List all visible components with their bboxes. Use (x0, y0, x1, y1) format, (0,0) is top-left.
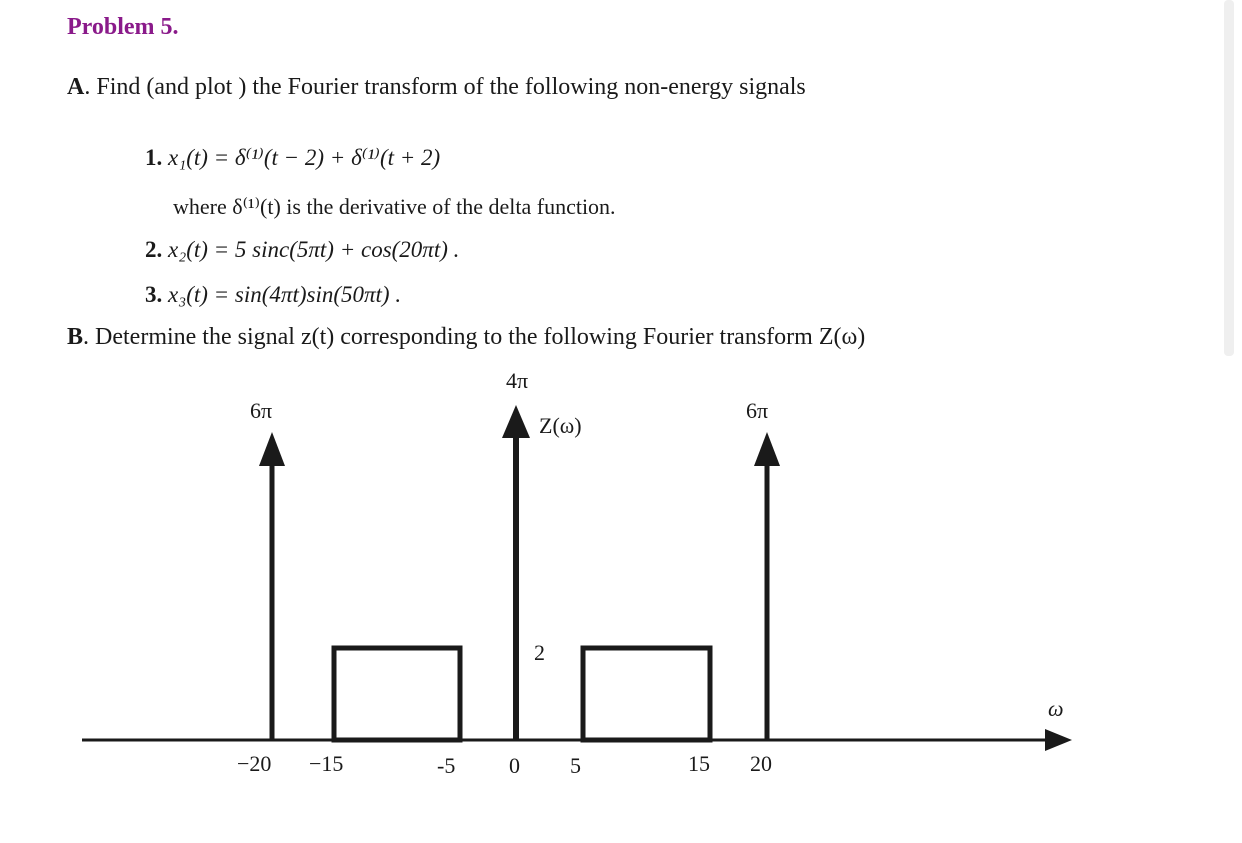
part-a-text: . Find (and plot ) the Fourier transform of the following non-energy signals (84, 74, 806, 100)
impulse-zero-arrowhead (502, 405, 530, 438)
impulse-minus-20-label: 6π (250, 398, 273, 423)
omega-axis-arrowhead (1045, 729, 1072, 751)
item-2-number: 2 (145, 237, 157, 262)
impulse-minus-20-arrowhead (259, 432, 285, 466)
part-b-label: B (67, 324, 84, 350)
tick-label-5: 5 (570, 753, 581, 778)
tick-label-0: 0 (509, 753, 520, 778)
part-b-text: . Determine the signal z(t) corresponding to the following Fourier transform Z(ω) (83, 324, 866, 350)
impulse-plus-20-arrowhead (754, 432, 780, 466)
impulse-zero-label: 4π (506, 368, 529, 393)
item-2: 2. x₂(t) = 5 sinc(5πt) + cos(20πt) . (145, 237, 460, 262)
item-1-number: 1 (145, 145, 157, 170)
item-1-equation: x₁(t) = δ⁽¹⁾(t − 2) + δ⁽¹⁾(t + 2) (168, 145, 441, 170)
item-3-equation: x₃(t) = sin(4πt)sin(50πt) . (168, 282, 402, 307)
rect-minus-15-to-minus-5 (334, 648, 460, 740)
item-3-number: 3 (145, 282, 157, 307)
tick-label-minus-20: −20 (237, 751, 272, 776)
item-1: 1. x₁(t) = δ⁽¹⁾(t − 2) + δ⁽¹⁾(t + 2) (145, 145, 441, 170)
problem-title: Problem 5. (67, 14, 179, 40)
tick-label-20: 20 (750, 751, 772, 776)
item-3: 3. x₃(t) = sin(4πt)sin(50πt) . (145, 282, 402, 307)
tick-label-minus-15: −15 (309, 751, 344, 776)
tick-label-minus-5: -5 (437, 753, 456, 778)
part-a-label: A (67, 74, 85, 100)
item-2-equation: x₂(t) = 5 sinc(5πt) + cos(20πt) . (168, 237, 460, 262)
rect-height-label: 2 (534, 640, 545, 665)
tick-label-15: 15 (688, 751, 710, 776)
item-1-note: where δ⁽¹⁾(t) is the derivative of the delta function. (173, 194, 616, 219)
impulse-plus-20-label: 6π (746, 398, 769, 423)
function-label: Z(ω) (539, 413, 582, 438)
rect-5-to-15 (583, 648, 710, 740)
omega-axis-label: ω (1048, 696, 1064, 721)
